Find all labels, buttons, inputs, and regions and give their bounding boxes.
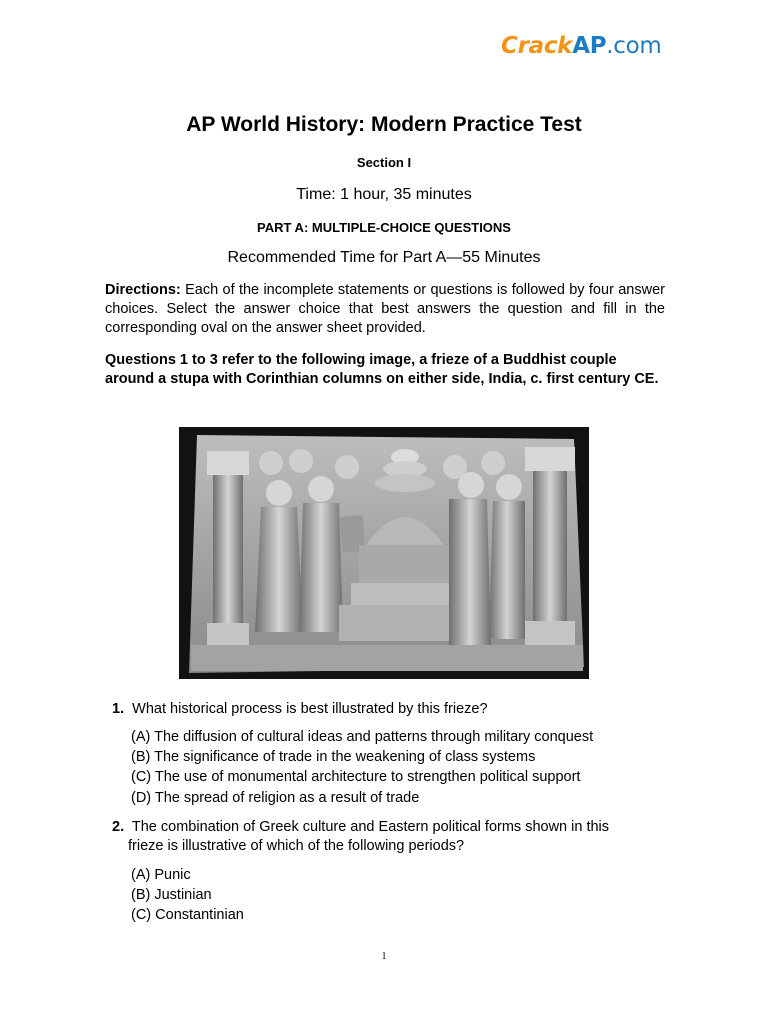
page-number: 1	[381, 951, 387, 962]
question-2-option-a[interactable]: (A) Punic	[131, 867, 191, 883]
question-2-text-line1: The combination of Greek culture and Eastern political forms shown in this	[131, 819, 610, 835]
logo-crack: Crack	[501, 33, 573, 59]
questions-intro: Questions 1 to 3 refer to the following image, a frieze of a Buddhist couple around a stupa with Corinthian columns on either side, India, c. first century CE.	[105, 352, 659, 387]
directions-paragraph	[105, 281, 665, 338]
question-2	[112, 818, 609, 837]
question-1-number: 1.	[112, 701, 125, 717]
question-1-option-d[interactable]: (D) The spread of religion as a result of trade	[131, 790, 420, 806]
time-limit: Time: 1 hour, 35 minutes	[296, 186, 472, 203]
question-1-option-b[interactable]: (B) The significance of trade in the weakening of class systems	[131, 749, 536, 765]
question-1-text: What historical process is best illustrated by this frieze?	[132, 701, 488, 717]
directions-label: Directions:	[105, 282, 181, 298]
question-2-number: 2.	[112, 819, 125, 835]
frieze-image	[179, 427, 589, 679]
page-title: AP World History: Modern Practice Test	[186, 113, 582, 136]
logo-ap: AP	[572, 33, 607, 59]
section-label: Section I	[356, 155, 412, 170]
question-2-text-line2: frieze is illustrative of which of the following periods?	[128, 838, 465, 854]
question-2-option-c[interactable]: (C) Constantinian	[131, 907, 244, 923]
part-a-heading: PART A: MULTIPLE-CHOICE QUESTIONS	[257, 220, 511, 235]
question-1	[112, 700, 488, 719]
question-1-option-c[interactable]: (C) The use of monumental architecture to strengthen political support	[131, 769, 581, 785]
recommended-time: Recommended Time for Part A—55 Minutes	[227, 249, 541, 266]
logo-domain: .com	[606, 33, 662, 59]
crackap-logo	[501, 33, 661, 59]
question-1-option-a[interactable]: (A) The diffusion of cultural ideas and patterns through military conquest	[131, 729, 594, 745]
directions-text: Each of the incomplete statements or questions is followed by four answer choices. Select the answer choice that best answers the question and fill in the corresponding oval on the answer sheet provided.	[105, 282, 665, 336]
question-2-option-b[interactable]: (B) Justinian	[131, 887, 212, 903]
